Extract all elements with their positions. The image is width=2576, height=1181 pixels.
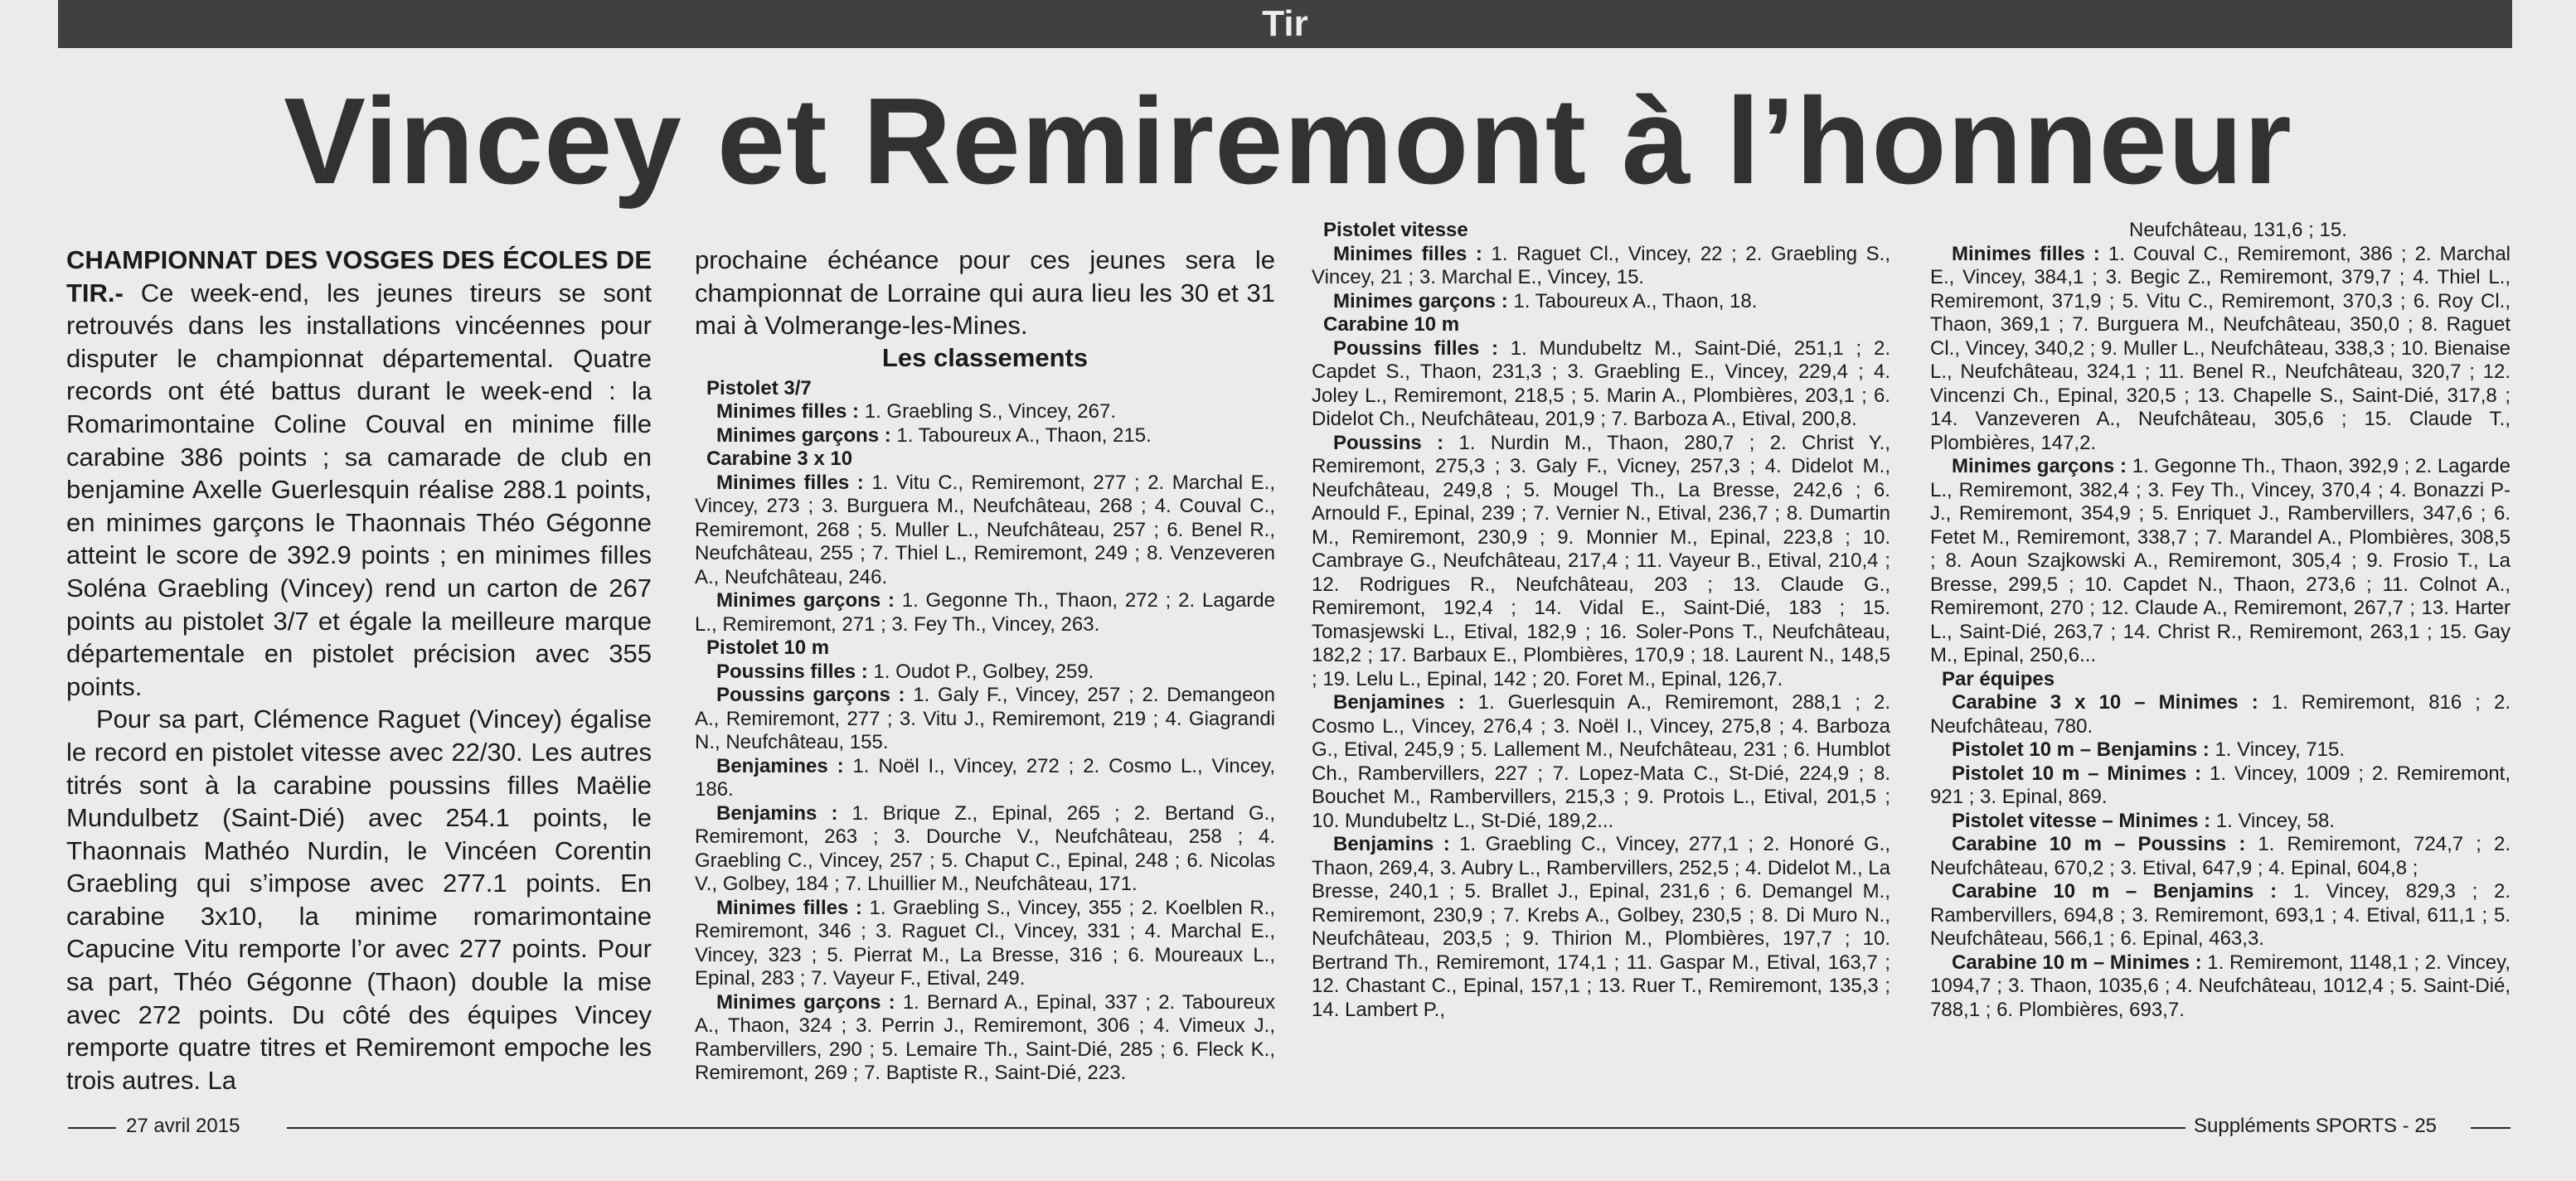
results-category: Minimes filles : [716, 400, 860, 424]
results-heading: Pistolet 10 m [706, 636, 830, 660]
results-values: 1. Couval C., Remiremont, 386 ; 2. Marchal E., Vincey, 384,1 ; 3. Begic Z., Remiremont, 379,7 ; 4. Thiel L., Remiremont, 371,9 ; 5. Vitu C., Remiremont, 370,3 ; 6. Roy Cl., Thaon, 369,1 ; 7. Burguera M., Neufchâteau, 350,0 ; 8. Raguet Cl., Vincey, 340,2 ; 9. Muller L., Neufchâteau, 338,3 ; 10. Bienaise L., Neufchâteau, 324,1 ; 11. Benel R., Neufchâteau, 320,7 ; 12. Vincenzi Ch., Epinal, 320,5 ; 13. Chapelle S., Saint-Dié, 317,8 ; 14. Vanzeveren A., Neufchâteau, 305,6 ; 15. Claude T., Plombières, 147,2. [1930, 242, 2511, 454]
results-values: 1. Galy F., Vincey, 257 ; 2. Demangeon A., Remiremont, 277 ; 3. Vitu J., Remiremont, 219 ; 4. Giagrandi N., Neufchâteau, 155. [695, 684, 1276, 754]
results-category: Pistolet 10 m – Minimes : [1952, 762, 2202, 785]
results-entry [695, 400, 1275, 424]
results-column-3 [1312, 219, 1890, 1022]
results-values: 1. Vincey, 58. [2210, 809, 2335, 832]
results-values: 1. Vincey, 715. [2209, 738, 2345, 761]
results-entry [1312, 337, 1890, 432]
results-category: Pistolet vitesse – Minimes : [1952, 809, 2211, 832]
results-column-2 [695, 244, 1275, 1086]
results-category: Minimes garçons : [716, 990, 895, 1014]
results-values: 1. Oudot P., Golbey, 259. [867, 660, 1094, 683]
results-values: 1. Mundubeltz M., Saint-Dié, 251,1 ; 2. Capdet S., Thaon, 231,3 ; 3. Graebling E., Vincey, 229,4 ; 4. Joley L., Remiremont, 218,5 ; 5. Marin A., Plombières, 203,1 ; 6. Didelot Ch., Neufchâteau, 201,9 ; 7. Barboza A., Etival, 200,8. [1312, 336, 1891, 430]
results-values: 1. Brique Z., Epinal, 265 ; 2. Bertand G., Remiremont, 263 ; 3. Dourche V., Neufchâteau, 258 ; 4. Graebling C., Vincey, 257 ; 5. Chaput C., Epinal, 248 ; 6. Nicolas V., Golbey, 184 ; 7. Lhuillier M., Neufchâteau, 171. [695, 801, 1276, 896]
results-heading: Pistolet vitesse [1323, 219, 1468, 241]
results-category: Pistolet 10 m – Benjamins : [1952, 738, 2210, 761]
footer-rule-left [68, 1127, 116, 1129]
results-entry [695, 684, 1275, 755]
results-entry [695, 755, 1275, 802]
results-entry [1312, 290, 1890, 314]
results-category: Minimes garçons : [1952, 455, 2127, 477]
results-heading: Pistolet 3/7 [706, 376, 812, 399]
headline: Vincey et Remiremont à l’honneur [284, 73, 2292, 210]
results-category: Minimes filles : [1952, 242, 2100, 265]
results-category: Minimes garçons : [716, 424, 891, 447]
results-list-col4 [1930, 219, 2511, 1022]
results-entry [1930, 833, 2511, 880]
results-values: 1. Taboureux A., Thaon, 18. [1507, 289, 1758, 312]
results-values: 1. Gegonne Th., Thaon, 392,9 ; 2. Lagarde L., Remiremont, 382,4 ; 3. Fey Th., Vincey, 370,4 ; 4. Bonazzi P-J., Remiremont, 354,9 ; 5. Enriquet J., Rambervillers, 347,6 ; 6. Fetet M., Remiremont, 338,7 ; 7. Marandel A., Plombières, 308,5 ; 8. Aoun Szajkowski A., Remiremont, 305,4 ; 9. Frosio T., La Bresse, 299,5 ; 10. Capdet N., Thaon, 273,6 ; 11. Colnot A., Remiremont, 270 ; 12. Claude A., Remiremont, 267,7 ; 13. Harter L., Saint-Dié, 263,7 ; 14. Christ R., Remiremont, 263,1 ; 15. Gay M., Epinal, 250,6... [1930, 455, 2511, 666]
results-values: 1. Vincey, 829,3 ; 2. Rambervillers, 694,8 ; 3. Remiremont, 693,1 ; 4. Etival, 611,1 ; 5. Neufchâteau, 566,1 ; 6. Epinal, 463,3. [1930, 880, 2511, 950]
results-values: 1. Vincey, 1009 ; 2. Remiremont, 921 ; 3. Epinal, 869. [1930, 762, 2511, 808]
results-category: Carabine 10 m – Benjamins : [1952, 880, 2278, 903]
results-category: Benjamines : [716, 754, 844, 777]
results-values: 1. Raguet Cl., Vincey, 22 ; 2. Graebling S., Vincey, 21 ; 3. Marchal E., Vincey, 15. [1312, 242, 1890, 288]
results-values: 1. Graebling C., Vincey, 277,1 ; 2. Honoré G., Thaon, 269,4, 3. Aubry L., Rambervillers, 252,5 ; 4. Didelot M., La Bresse, 240,1 ; 5. Brallet J., Epinal, 231,6 ; 6. Demangel M., Remiremont, 230,9 ; 7. Krebs A., Golbey, 230,5 ; 8. Di Muro N., Neufchâteau, 203,5 ; 9. Thirion M., Plombières, 197,7 ; 10. Bertrand Th., Remiremont, 174,1 ; 11. Gaspar M., Etival, 163,7 ; 12. Chastant C., Epinal, 157,1 ; 13. Ruer T., Remiremont, 135,3 ; 14. Lambert P., [1312, 833, 1890, 1021]
results-list-col2 [695, 377, 1275, 1086]
results-entry [1930, 691, 2511, 738]
footer-date: 27 avril 2015 [126, 1115, 240, 1137]
results-category: Minimes garçons : [1333, 289, 1508, 312]
results-entry [1930, 810, 2511, 834]
results-values: 1. Noël I., Vincey, 272 ; 2. Cosmo L., Vincey, 186. [695, 754, 1275, 801]
results-entry [1312, 833, 1890, 1022]
results-values: 1. Bernard A., Epinal, 337 ; 2. Taboureux A., Thaon, 324 ; 3. Perrin J., Remiremont, 306 ; 4. Vimeux J., Rambervillers, 290 ; 5. Lemaire Th., Saint-Dié, 285 ; 6. Fleck K., Remiremont, 269 ; 7. Baptiste R., Saint-Dié, 223. [695, 990, 1275, 1085]
article-paragraph-1 [66, 244, 652, 703]
results-entry [695, 802, 1275, 897]
results-entry [1930, 762, 2511, 810]
results-entry [1930, 738, 2511, 762]
results-title: Les classements [881, 342, 1089, 372]
results-list-col3 [1312, 219, 1890, 1022]
results-entry [695, 661, 1275, 685]
results-values: 1. Nurdin M., Thaon, 280,7 ; 2. Christ Y., Remiremont, 275,3 ; 3. Galy F., Vicney, 257,3 ; 4. Didelot M., Neufchâteau, 249,8 ; 5. Mougel Th., La Bresse, 242,6 ; 6. Arnould F., Epinal, 239 ; 7. Vernier N., Etival, 236,7 ; 8. Dumartin M., Remiremont, 230,9 ; 9. Monnier M., Epinal, 223,8 ; 10. Cambraye G., Neufchâteau, 217,4 ; 11. Vayeur B., Etival, 210,4 ; 12. Rodrigues R., Neufchâteau, 203 ; 13. Claude G., Remiremont, 192,4 ; 14. Vidal E., Saint-Dié, 183 ; 15. Tomasjewski L., Etival, 182,9 ; 16. Soler-Pons T., Neufchâteau, 182,2 ; 17. Barbaux E., Plombières, 170,9 ; 18. Laurent N., 148,5 ; 19. Lelu L., Epinal, 142 ; 20. Foret M., Epinal, 126,7. [1312, 431, 1891, 690]
results-values: 1. Gegonne Th., Thaon, 272 ; 2. Lagarde L., Remiremont, 271 ; 3. Fey Th., Vincey, 263. [695, 589, 1275, 636]
results-category: Poussins garçons : [716, 684, 905, 707]
results-category: Minimes garçons : [716, 589, 895, 612]
results-category: Benjamines : [1333, 691, 1465, 714]
results-heading: Carabine 10 m [1323, 313, 1460, 336]
results-entry [695, 424, 1275, 448]
results-values: 1. Remiremont, 724,7 ; 2. Neufchâteau, 670,2 ; 3. Etival, 647,9 ; 4. Epinal, 604,8 ; [1930, 833, 2511, 879]
results-values: Neufchâteau, 131,6 ; 15. [2129, 219, 2347, 241]
results-values: 1. Vitu C., Remiremont, 277 ; 2. Marchal E., Vincey, 273 ; 3. Burguera M., Neufchâteau, 268 ; 4. Couval C., Remiremont, 268 ; 5. Muller L., Neufchâteau, 257 ; 6. Benel R., Neufchâteau, 255 ; 7. Thiel L., Remiremont, 249 ; 8. Venzeveren A., Neufchâteau, 246. [695, 471, 1275, 588]
results-entry [1930, 455, 2511, 668]
results-entry [1930, 243, 2511, 456]
results-entry [695, 897, 1275, 991]
results-category: Minimes filles : [716, 471, 864, 494]
results-category: Minimes filles : [716, 896, 862, 919]
results-values: 1. Remiremont, 816 ; 2. Neufchâteau, 780. [1930, 691, 2511, 738]
results-values: 1. Taboureux A., Thaon, 215. [890, 424, 1152, 447]
footer-section: Suppléments SPORTS - 25 [2194, 1115, 2438, 1137]
article-paragraph-3: prochaine échéance pour ces jeunes sera le championnat de Lorraine qui aura lieu les 30 et 31 mai à Volmerange-les-Mines. [695, 245, 1275, 341]
results-entry [1930, 880, 2511, 951]
results-entry [1312, 432, 1890, 692]
results-category: Poussins filles : [1333, 336, 1498, 360]
results-category: Poussins : [1333, 431, 1444, 454]
results-category: Carabine 10 m – Poussins : [1952, 833, 2246, 855]
results-heading: Par équipes [1942, 667, 2055, 690]
results-entry [1312, 243, 1890, 290]
results-heading: Carabine 3 x 10 [706, 448, 853, 471]
results-category: Poussins filles : [716, 660, 868, 683]
results-entry [695, 472, 1275, 590]
footer-rule-middle [287, 1127, 2185, 1129]
footer-rule-right [2471, 1127, 2511, 1129]
results-category: Carabine 3 x 10 – Minimes : [1952, 691, 2258, 714]
results-category: Benjamins : [1333, 833, 1450, 855]
results-entry [1312, 691, 1890, 833]
section-banner: Tir [58, 0, 2512, 48]
results-category: Minimes filles : [1333, 242, 1482, 265]
results-category: Benjamins : [716, 801, 838, 825]
results-values: 1. Remiremont, 1148,1 ; 2. Vincey, 1094,7 ; 3. Thaon, 1035,6 ; 4. Neufchâteau, 1012,4 ; 5. Saint-Dié, 788,1 ; 6. Plombières, 693,7. [1930, 951, 2511, 1021]
results-entry [695, 991, 1275, 1086]
results-continuation [1930, 219, 2511, 243]
article-text-1: Ce week-end, les jeunes tireurs se sont retrouvés dans les installations vincéennes pour disputer le championnat départemental. Quatre records ont été battus durant le week-end : la Romarimontaine Coline Couval en minime fille carabine 386 points ; sa camarade de club en benjamine Axelle Guerlesquin réalise 288.1 points, en minimes garçons le Thaonnais Théo Gégonne atteint le score de 392.9 points ; en minimes filles Soléna Graebling (Vincey) rend un carton de 267 points au pistolet 3/7 et égale la meilleure marque départementale en pistolet précision avec 355 points. [66, 278, 652, 701]
results-category: Carabine 10 m – Minimes : [1952, 951, 2202, 974]
article-paragraph-2: Pour sa part, Clémence Raguet (Vincey) égalise le record en pistolet vitesse avec 22/30. Les autres titrés sont à la carabine poussins filles Maëlie Mundulbetz (Saint-Dié) avec 254.1 points, le Thaonnais Mathéo Nurdin, le Vincéen Corentin Graebling qui s’impose avec 277.1 points. En carabine 3x10, la minime romarimontaine Capucine Vitu remporte l’or avec 277 points. Pour sa part, Théo Gégonne (Thaon) double la mise avec 272 points. Du côté des équipes Vincey remporte quatre titres et Remiremont empoche les trois autres. La [66, 704, 652, 1095]
results-values: 1. Guerlesquin A., Remiremont, 288,1 ; 2. Cosmo L., Vincey, 276,4 ; 3. Noël I., Vincey, 275,8 ; 4. Barboza G., Etival, 245,9 ; 5. Lallement M., Neufchâteau, 231 ; 6. Humblot Ch., Rambervillers, 227 ; 7. Lopez-Mata C., St-Dié, 224,9 ; 8. Bouchet M., Rambervillers, 215,3 ; 9. Protois L., Etival, 201,5 ; 10. Mundubeltz L., St-Dié, 189,2... [1312, 691, 1890, 832]
results-entry [1930, 951, 2511, 1023]
results-values: 1. Graebling S., Vincey, 267. [859, 400, 1117, 424]
results-values: 1. Graebling S., Vincey, 355 ; 2. Koelblen R., Remiremont, 346 ; 3. Raguet Cl., Vincey, 331 ; 4. Marchal E., Vincey, 323 ; 5. Pierrat M., La Bresse, 316 ; 6. Moureaux L., Epinal, 283 ; 7. Vayeur F., Etival, 249. [695, 896, 1275, 990]
results-entry [695, 589, 1275, 636]
article-column-1 [66, 244, 652, 1096]
results-column-4 [1930, 219, 2511, 1022]
article-lead: CHAMPIONNAT DES VOSGES DES ÉCOLES DE TIR.- [66, 245, 652, 307]
